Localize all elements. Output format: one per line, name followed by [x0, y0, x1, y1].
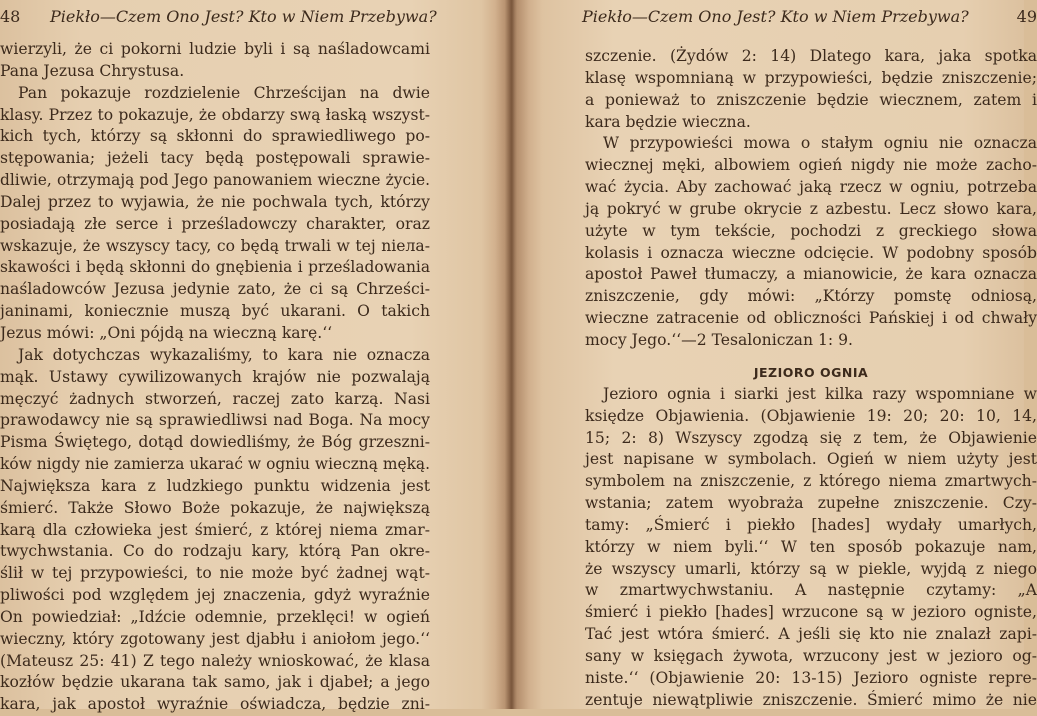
text-line: ków nigdy nie zamierza ukarać w ogniu wieczną męką. [0, 455, 430, 474]
text-line: wstania; zatem wyobraża zupełne zniszczenie. Czy- [585, 494, 1037, 513]
left-running-head [0, 5, 437, 29]
text-line: wieczne zatracenie od obliczności Pańskiej i od chwały [585, 309, 1037, 328]
text-line: apostoł Paweł tłumaczy, a mianowicie, że kara oznacza [585, 265, 1037, 284]
text-line: kara będzie wieczna. [585, 112, 751, 131]
text-line: Pisma Świętego, dotąd dowiedliśmy, że Bóg grzeszni- [0, 433, 430, 452]
text-line: wierzyli, że ci pokorni ludzie byli i są naśladowcami [0, 40, 430, 58]
text-line: wiecznej męki, albowiem ogień nigdy nie może zacho- [585, 156, 1037, 175]
text-line: Jezioro ognia i siarki jest kilka razy wspomniane w [603, 384, 1037, 403]
text-line: zentuje niewątpliwie zniszczenie. Śmierć mimo że nie [585, 690, 1037, 709]
text-line: janinami, koniecznie muszą być ukarani. O takich [0, 302, 430, 321]
text-line: prawodawcy nie są sprawiedliwsi nad Boga. Na mocy [0, 411, 430, 430]
right-body-text [585, 46, 1037, 711]
text-line: w zmartwychwstaniu. A następnie czytamy: „A [585, 581, 1037, 600]
text-line: Jezus mówi: „Oni pójdą na wieczną karę.‘‘ [0, 323, 333, 342]
text-line: W przypowieści mowa o stałym ogniu nie oznacza [603, 134, 1037, 153]
text-line: że wszyscy umarli, którzy są w piekle, wyjdą z niego [585, 559, 1037, 578]
text-line: Jak dotychczas wykazaliśmy, to kara nie oznacza [18, 345, 430, 364]
text-line: wieczny, który zgotowany jest djabłu i aniołom jego.‘‘ [0, 629, 430, 648]
text-line: dliwie, otrzymają pod Jego panowaniem wieczne życie. [0, 171, 430, 190]
text-line: szczenie. (Żydów 2: 14) Dlatego kara, jaka spotka [585, 47, 1037, 65]
right-running-head [582, 5, 1037, 29]
text-line: wskazuje, że wszyscy tacy, co będą trwali w tej niела- [0, 236, 430, 255]
text-line: kozłów będzie ukarana tak samo, jak i djabeł; a jego [0, 673, 430, 692]
left-running-title: Piekło—Czem Ono Jest? Kto w Niem Przebywa? [50, 7, 437, 26]
text-line: sany w księgach żywota, wrzucony jest w jezioro og- [585, 646, 1037, 665]
text-line: Największa kara z ludzkiego punktu widzenia jest [0, 476, 430, 495]
right-running-title: Piekło—Czem Ono Jest? Kto w Niem Przebywa? [582, 7, 969, 26]
text-line: ją pokryć w grube okrycie z azbestu. Lecz słowo kara, [585, 199, 1037, 218]
text-line: męczyć żadnych stworzeń, raczej zato karzą. Nasi [0, 389, 430, 408]
text-line: naśladowców Jezusa jedynie zato, że ci są Chrześci- [0, 280, 430, 299]
text-line: jest napisane w symbolach. Ogień w niem użyty jest [585, 450, 1037, 469]
text-line: Pana Jezusa Chrystusa. [0, 61, 185, 80]
text-line: klasę wspomnianą w przypowieści, będzie zniszczenie; [585, 68, 1037, 87]
text-line: klasy. Przez to pokazuje, że obdarzy swą łaską wszyst- [0, 105, 430, 124]
text-line: którzy w niem byli.‘‘ W ten sposób pokazuje nam, [585, 537, 1037, 556]
text-line: twychwstania. Co do rodzaju kary, którą Pan okre- [0, 542, 430, 561]
text-line: Dalej przez to wyjawia, że nie pochwala tych, którzy [0, 192, 430, 211]
text-line: mocy Jego.‘‘—2 Tesaloniczan 1: 9. [585, 330, 853, 349]
text-line: (Mateusz 25: 41) Z tego należy wnioskować, że klasa [0, 651, 430, 670]
text-line: księdze Objawienia. (Objawienie 19: 20; 20: 10, 14, [585, 406, 1037, 425]
left-page-number: 48 [0, 7, 21, 26]
text-line: stępowania; jeżeli tacy będą postępowali sprawie- [0, 149, 430, 168]
text-line: kara, jak apostoł wyraźnie oświadcza, będzie zni- [0, 695, 430, 714]
text-line: mąk. Ustawy cywilizowanych krajów nie pozwalają [0, 367, 430, 386]
text-line: posiadają złe serce i prześladowczy charakter, oraz [0, 214, 430, 233]
text-line: ślił w tej przypowieści, to nie może być żadnej wąt- [0, 564, 430, 583]
text-line: 15; 2: 8) Wszyscy zgodzą się z tem, że Objawienie [585, 428, 1037, 447]
text-line: a ponieważ to zniszczenie będzie wiecznem, zatem i [585, 90, 1037, 109]
text-line: użyte w tym tekście, pochodzi z greckiego słowa [585, 221, 1037, 240]
right-page-number: 49 [1016, 7, 1037, 26]
text-line: zniszczenie, gdy mówi: „Którzy pomstę odniosą, [585, 287, 1037, 306]
text-line: symbolem na zniszczenie, z którego niema zmartwych- [585, 472, 1037, 491]
left-body-text [0, 39, 430, 716]
text-line: skawości i będą skłonni do gnębienia i prześladowania [0, 258, 430, 277]
text-line: kolasis i oznacza wieczne odcięcie. W podobny sposób [585, 243, 1037, 262]
text-line: Tać jest wtóra śmierć. A jeśli się kto nie znalazł zapi- [585, 625, 1037, 644]
text-line: śmierć i piekło [hades] wrzucone są w jezioro ogniste, [585, 603, 1037, 622]
section-heading: JEZIORO OGNIA [753, 364, 869, 380]
text-line: śmierć. Także Słowo Boże pokazuje, że największą [0, 498, 430, 517]
text-line: wać życia. Aby zachować jaką rzecz w ogniu, potrzeba [585, 178, 1037, 197]
left-page [0, 0, 505, 714]
text-line: Pan pokazuje rozdzielenie Chrześcijan na dwie [18, 83, 430, 102]
text-line: pliwości pod względem jej znaczenia, gdyż wyraźnie [0, 586, 430, 605]
text-line: karą dla człowieka jest śmierć, z której niema zmar- [0, 520, 430, 539]
text-line: niste.‘‘ (Objawienie 20: 13-15) Jezioro ogniste repre- [585, 668, 1037, 687]
text-line: On powiedział: „Idźcie odemnie, przeklęci! w ogień [0, 607, 430, 626]
right-page [520, 0, 1037, 709]
text-line: tamy: „Śmierć i piekło [hades] wydały umarłych, [585, 515, 1037, 534]
text-line: kich tych, którzy są skłonni do sprawiedliwego po- [0, 127, 430, 146]
